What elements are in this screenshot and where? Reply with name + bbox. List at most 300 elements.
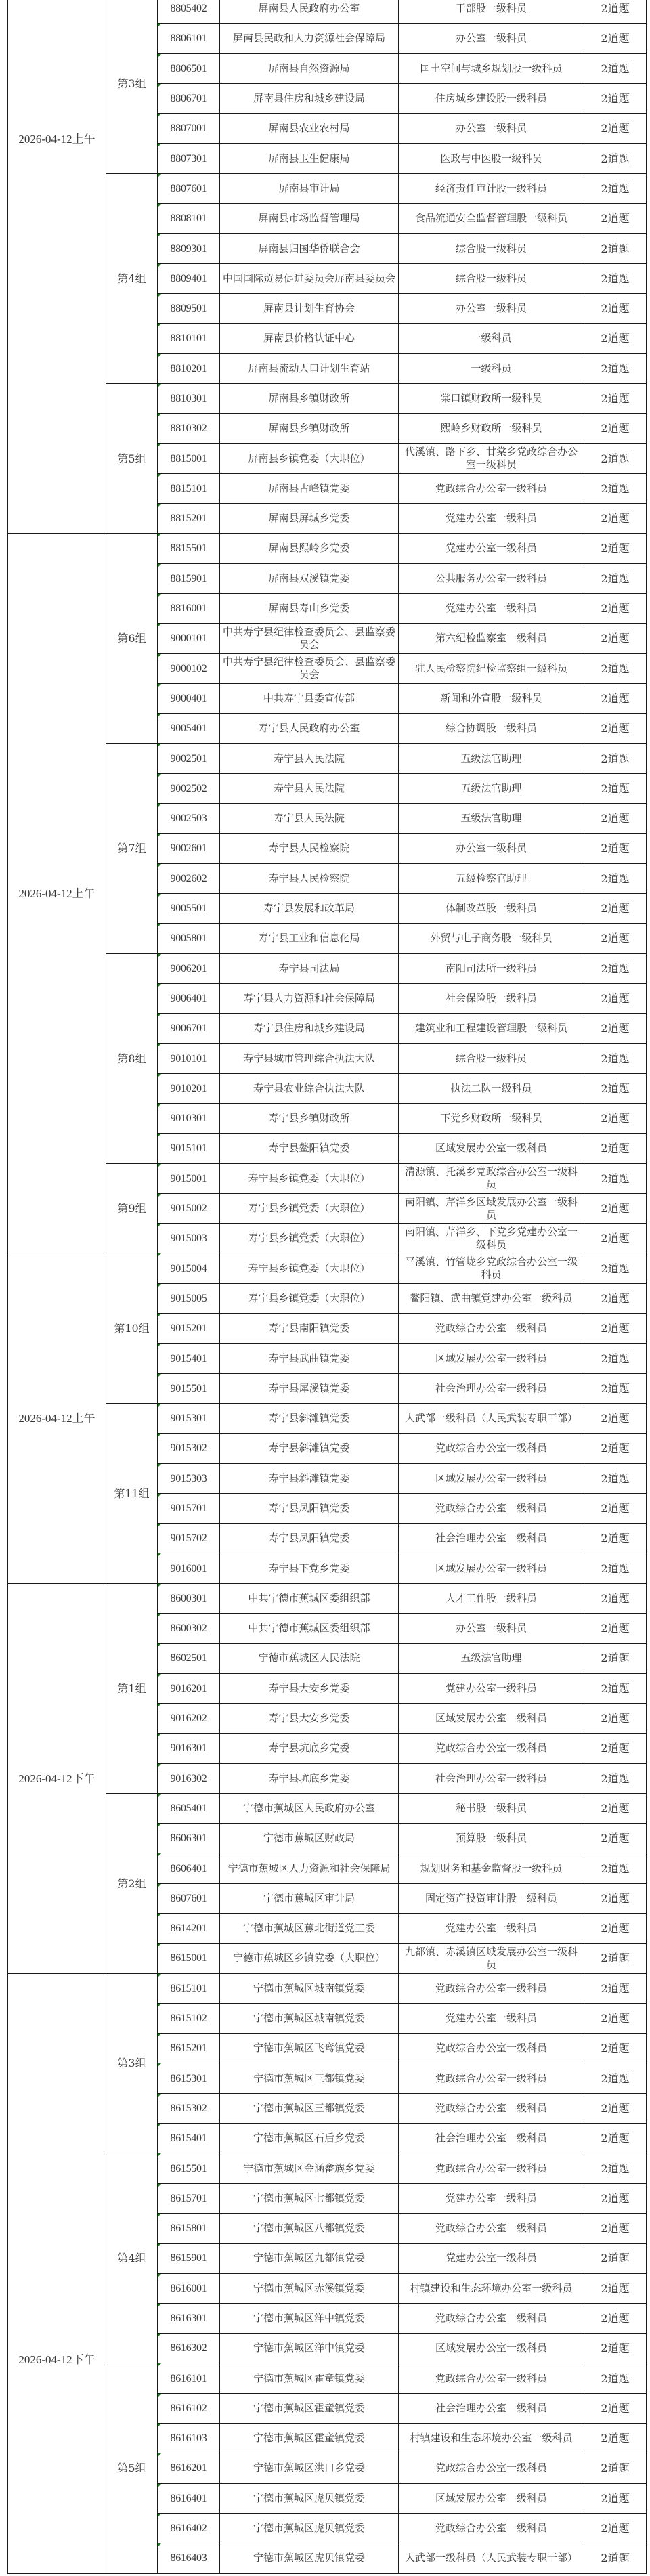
position-code-cell[interactable]: 8606401 (158, 1853, 220, 1883)
position-code-cell[interactable]: 8615801 (158, 2213, 220, 2243)
position-name-cell: 第六纪检监察室一级科员 (399, 624, 584, 653)
position-code-cell[interactable]: 8616102 (158, 2393, 220, 2423)
position-name-cell: 五级法官助理 (399, 744, 584, 773)
question-count-cell: 2道题 (584, 1373, 647, 1403)
recruiting-unit-cell: 宁德市蕉城区三都镇党委 (220, 2093, 399, 2123)
position-code-cell[interactable]: 9002502 (158, 773, 220, 803)
question-count-cell: 2道题 (584, 2244, 647, 2273)
question-count-cell: 2道题 (584, 2543, 647, 2573)
position-code-cell[interactable]: 9002601 (158, 834, 220, 863)
question-count-cell: 2道题 (584, 1583, 647, 1613)
position-name-cell: 规划财务和基金监督股一级科员 (399, 1853, 584, 1883)
recruiting-unit-cell: 寿宁县城市管理综合执法大队 (220, 1044, 399, 1073)
position-code-cell[interactable]: 8615101 (158, 1973, 220, 2003)
position-name-cell: 五级法官助理 (399, 1644, 584, 1673)
position-name-cell: 社会治理办公室一级科员 (399, 1763, 584, 1793)
position-code-cell[interactable]: 8815201 (158, 504, 220, 534)
position-name-cell: 一级科员 (399, 324, 584, 353)
position-name-cell: 住房城乡建设股一级科员 (399, 83, 584, 113)
recruiting-unit-cell: 寿宁县司法局 (220, 953, 399, 983)
recruiting-unit-cell: 寿宁县人力资源和社会保障局 (220, 983, 399, 1013)
question-count-cell: 2道题 (584, 744, 647, 773)
position-code-cell[interactable]: 9010201 (158, 1073, 220, 1103)
question-count-cell: 2道题 (584, 383, 647, 413)
question-count-cell: 2道题 (584, 2483, 647, 2513)
position-code-cell[interactable]: 8616302 (158, 2334, 220, 2363)
question-count-cell: 2道题 (584, 773, 647, 803)
position-code-cell[interactable]: 8808101 (158, 204, 220, 234)
position-name-cell: 食品流通安全监督管理股一级科员 (399, 204, 584, 234)
position-code-cell[interactable]: 8806501 (158, 53, 220, 83)
position-name-cell: 党建办公室一级科员 (399, 504, 584, 534)
position-code-cell[interactable]: 9015001 (158, 1163, 220, 1193)
question-count-cell: 2道题 (584, 2393, 647, 2423)
recruiting-unit-cell: 宁德市蕉城区金涵畲族乡党委 (220, 2153, 399, 2183)
position-name-cell: 村镇建设和生态环境办公室一级科员 (399, 2273, 584, 2303)
position-code-cell[interactable]: 8615701 (158, 2183, 220, 2213)
position-name-cell: 公共服务办公室一级科员 (399, 563, 584, 593)
recruiting-unit-cell: 屏南县归国华侨联合会 (220, 234, 399, 263)
position-code-cell[interactable]: 9015301 (158, 1403, 220, 1433)
question-count-cell: 2道题 (584, 2513, 647, 2543)
position-code-cell[interactable]: 9015101 (158, 1134, 220, 1163)
recruiting-unit-cell: 寿宁县工业和信息化局 (220, 924, 399, 953)
question-count-cell: 2道题 (584, 2303, 647, 2333)
position-code-cell[interactable]: 8615201 (158, 2034, 220, 2063)
position-name-cell: 体制改革股一级科员 (399, 893, 584, 923)
position-code-cell[interactable]: 9015005 (158, 1283, 220, 1313)
position-code-cell[interactable]: 8615501 (158, 2153, 220, 2183)
recruiting-unit-cell: 宁德市蕉城区洋中镇党委 (220, 2303, 399, 2333)
recruiting-unit-cell: 屏南县屏城乡党委 (220, 504, 399, 534)
question-count-cell: 2道题 (584, 1224, 647, 1253)
question-count-cell: 2道题 (584, 263, 647, 293)
question-count-cell: 2道题 (584, 683, 647, 713)
recruiting-unit-cell: 寿宁县乡镇党委（大职位） (220, 1224, 399, 1253)
position-code-cell[interactable]: 9002602 (158, 863, 220, 893)
position-code-cell[interactable]: 8600301 (158, 1583, 220, 1613)
position-code-cell[interactable]: 8805402 (158, 0, 220, 24)
position-name-cell: 区域发展办公室一级科员 (399, 2334, 584, 2363)
question-count-cell: 2道题 (584, 563, 647, 593)
recruiting-unit-cell: 寿宁县农业综合执法大队 (220, 1073, 399, 1103)
position-code-cell[interactable]: 9006201 (158, 953, 220, 983)
position-code-cell[interactable]: 8615301 (158, 2063, 220, 2093)
group-cell: 第6组 (106, 534, 158, 744)
recruiting-unit-cell: 屏南县计划生育协会 (220, 293, 399, 323)
position-code-cell[interactable]: 8607601 (158, 1883, 220, 1913)
recruiting-unit-cell: 屏南县住房和城乡建设局 (220, 83, 399, 113)
position-code-cell[interactable]: 9000102 (158, 653, 220, 683)
question-count-cell: 2道题 (584, 1434, 647, 1463)
recruiting-unit-cell: 寿宁县住房和城乡建设局 (220, 1014, 399, 1044)
question-count-cell: 2道题 (584, 1403, 647, 1433)
position-name-cell: 南阳镇、芹洋乡区域发展办公室一级科员 (399, 1193, 584, 1223)
position-code-cell[interactable]: 9005801 (158, 924, 220, 953)
question-count-cell: 2道题 (584, 83, 647, 113)
position-code-cell[interactable]: 9015302 (158, 1434, 220, 1463)
position-name-cell: 党政综合办公室一级科员 (399, 2513, 584, 2543)
question-count-cell: 2道题 (584, 924, 647, 953)
question-count-cell: 2道题 (584, 1914, 647, 1944)
position-name-cell: 党政综合办公室一级科员 (399, 2034, 584, 2063)
position-name-cell: 平溪镇、竹管垅乡党政综合办公室一级科员 (399, 1253, 584, 1283)
position-name-cell: 综合股一级科员 (399, 1044, 584, 1073)
position-name-cell: 代溪镇、路下乡、甘棠乡党政综合办公室一级科员 (399, 444, 584, 473)
question-count-cell: 2道题 (584, 653, 647, 683)
question-count-cell: 2道题 (584, 1824, 647, 1853)
recruiting-unit-cell: 屏南县乡镇党委（大职位） (220, 444, 399, 473)
position-name-cell: 社会治理办公室一级科员 (399, 1373, 584, 1403)
position-code-cell[interactable]: 8816001 (158, 593, 220, 623)
group-cell: 第10组 (106, 1253, 158, 1403)
question-count-cell: 2道题 (584, 1283, 647, 1313)
position-name-cell: 党建办公室一级科员 (399, 1673, 584, 1703)
position-code-cell[interactable]: 8600302 (158, 1614, 220, 1644)
question-count-cell: 2道题 (584, 353, 647, 383)
recruiting-unit-cell: 寿宁县乡镇党委（大职位） (220, 1253, 399, 1283)
recruiting-unit-cell: 寿宁县人民法院 (220, 744, 399, 773)
position-code-cell[interactable]: 8605401 (158, 1793, 220, 1823)
recruiting-unit-cell: 寿宁县南阳镇党委 (220, 1314, 399, 1344)
position-code-cell[interactable]: 8815001 (158, 444, 220, 473)
position-code-cell[interactable]: 9006701 (158, 1014, 220, 1044)
position-code-cell[interactable]: 8809501 (158, 293, 220, 323)
question-count-cell: 2道题 (584, 2183, 647, 2213)
position-code-cell[interactable]: 8810302 (158, 414, 220, 444)
position-name-cell: 执法二队一级科员 (399, 1073, 584, 1103)
position-name-cell: 党建办公室一级科员 (399, 534, 584, 563)
position-code-cell[interactable]: 9016001 (158, 1553, 220, 1583)
table-row (8, 0, 647, 24)
recruiting-unit-cell: 屏南县流动人口计划生育站 (220, 353, 399, 383)
question-count-cell: 2道题 (584, 1973, 647, 2003)
position-code-cell[interactable]: 8810301 (158, 383, 220, 413)
schedule-table (7, 0, 647, 2574)
recruiting-unit-cell: 屏南县古峰镇党委 (220, 473, 399, 503)
table-row (8, 1583, 647, 1613)
question-count-cell: 2道题 (584, 1044, 647, 1073)
position-code-cell[interactable]: 8616301 (158, 2303, 220, 2333)
recruiting-unit-cell: 寿宁县乡镇党委（大职位） (220, 1193, 399, 1223)
position-code-cell[interactable]: 8602501 (158, 1644, 220, 1673)
position-name-cell: 综合股一级科员 (399, 234, 584, 263)
position-code-cell[interactable]: 9010301 (158, 1103, 220, 1133)
question-count-cell: 2道题 (584, 593, 647, 623)
position-code-cell[interactable]: 8616402 (158, 2513, 220, 2543)
question-count-cell: 2道题 (584, 53, 647, 83)
recruiting-unit-cell: 宁德市蕉城区人民政府办公室 (220, 1793, 399, 1823)
question-count-cell: 2道题 (584, 1253, 647, 1283)
position-name-cell: 人才工作股一级科员 (399, 1583, 584, 1613)
group-cell: 第8组 (106, 953, 158, 1163)
recruiting-unit-cell: 宁德市蕉城区人力资源和社会保障局 (220, 1853, 399, 1883)
question-count-cell: 2道题 (584, 1134, 647, 1163)
position-code-cell[interactable]: 9016201 (158, 1673, 220, 1703)
position-name-cell: 党政综合办公室一级科员 (399, 2213, 584, 2243)
recruiting-unit-cell: 中共寿宁县委宣传部 (220, 683, 399, 713)
position-code-cell[interactable]: 8815101 (158, 473, 220, 503)
position-code-cell[interactable]: 9015501 (158, 1373, 220, 1403)
recruiting-unit-cell: 宁德市蕉城区石后乡党委 (220, 2124, 399, 2153)
recruiting-unit-cell: 寿宁县凤阳镇党委 (220, 1493, 399, 1523)
position-code-cell[interactable]: 8615102 (158, 2003, 220, 2033)
position-code-cell[interactable]: 8810101 (158, 324, 220, 353)
recruiting-unit-cell: 屏南县民政和人力资源社会保障局 (220, 24, 399, 53)
position-code-cell[interactable]: 8616101 (158, 2363, 220, 2393)
position-code-cell[interactable]: 8809301 (158, 234, 220, 263)
group-cell: 第5组 (106, 383, 158, 533)
question-count-cell: 2道题 (584, 473, 647, 503)
recruiting-unit-cell: 寿宁县发展和改革局 (220, 893, 399, 923)
position-name-cell: 经济责任审计股一级科员 (399, 173, 584, 203)
recruiting-unit-cell: 宁德市蕉城区虎贝镇党委 (220, 2483, 399, 2513)
position-code-cell[interactable]: 9015701 (158, 1493, 220, 1523)
position-code-cell[interactable]: 9015002 (158, 1193, 220, 1223)
position-code-cell[interactable]: 9010101 (158, 1044, 220, 1073)
question-count-cell: 2道题 (584, 2453, 647, 2483)
position-code-cell[interactable]: 8615001 (158, 1944, 220, 1973)
group-cell: 第11组 (106, 1403, 158, 1583)
position-code-cell[interactable]: 9015303 (158, 1463, 220, 1493)
position-name-cell: 医政与中医股一级科员 (399, 144, 584, 173)
question-count-cell: 2道题 (584, 1553, 647, 1583)
recruiting-unit-cell: 宁德市蕉城区城南镇党委 (220, 2003, 399, 2033)
question-count-cell: 2道题 (584, 24, 647, 53)
question-count-cell: 2道题 (584, 114, 647, 144)
question-count-cell: 2道题 (584, 1734, 647, 1763)
recruiting-unit-cell: 寿宁县人民检察院 (220, 834, 399, 863)
position-code-cell[interactable]: 8806701 (158, 83, 220, 113)
recruiting-unit-cell: 屏南县寿山乡党委 (220, 593, 399, 623)
position-code-cell[interactable]: 9016301 (158, 1734, 220, 1763)
question-count-cell: 2道题 (584, 2424, 647, 2453)
position-code-cell[interactable]: 8615901 (158, 2244, 220, 2273)
position-name-cell: 党政综合办公室一级科员 (399, 2153, 584, 2183)
recruiting-unit-cell: 屏南县市场监督管理局 (220, 204, 399, 234)
position-name-cell: 南阳镇、芹洋乡、下党乡党建办公室一级科员 (399, 1224, 584, 1253)
schedule-table-body (8, 0, 647, 2573)
recruiting-unit-cell: 寿宁县下党乡党委 (220, 1553, 399, 1583)
position-code-cell[interactable]: 9016202 (158, 1703, 220, 1733)
position-code-cell[interactable]: 8616401 (158, 2483, 220, 2513)
question-count-cell: 2道题 (584, 144, 647, 173)
position-code-cell[interactable]: 8815501 (158, 534, 220, 563)
question-count-cell: 2道题 (584, 1314, 647, 1344)
question-count-cell: 2道题 (584, 2093, 647, 2123)
position-name-cell: 固定资产投资审计股一级科员 (399, 1883, 584, 1913)
question-count-cell: 2道题 (584, 1163, 647, 1193)
position-name-cell: 党政综合办公室一级科员 (399, 1314, 584, 1344)
position-name-cell: 驻人民检察院纪检监察组一级科员 (399, 653, 584, 683)
exam-session-date-cell: 2026-04-12上午 (8, 1253, 106, 1583)
exam-session-date-cell: 2026-04-12下午 (8, 1583, 106, 1973)
position-name-cell: 党建办公室一级科员 (399, 593, 584, 623)
recruiting-unit-cell: 寿宁县乡镇党委（大职位） (220, 1163, 399, 1193)
recruiting-unit-cell: 寿宁县斜滩镇党委 (220, 1463, 399, 1493)
position-code-cell[interactable]: 9006401 (158, 983, 220, 1013)
position-code-cell[interactable]: 8616001 (158, 2273, 220, 2303)
position-code-cell[interactable]: 8616103 (158, 2424, 220, 2453)
position-code-cell[interactable]: 8606301 (158, 1824, 220, 1853)
position-name-cell: 党政综合办公室一级科员 (399, 2093, 584, 2123)
question-count-cell: 2道题 (584, 0, 647, 24)
position-code-cell[interactable]: 8807601 (158, 173, 220, 203)
recruiting-unit-cell: 屏南县自然资源局 (220, 53, 399, 83)
position-name-cell: 五级法官助理 (399, 804, 584, 834)
recruiting-unit-cell: 屏南县乡镇财政所 (220, 383, 399, 413)
position-name-cell: 党政综合办公室一级科员 (399, 2453, 584, 2483)
position-name-cell: 村镇建设和生态环境办公室一级科员 (399, 2424, 584, 2453)
question-count-cell: 2道题 (584, 504, 647, 534)
position-code-cell[interactable]: 9002503 (158, 804, 220, 834)
recruiting-unit-cell: 寿宁县人民检察院 (220, 863, 399, 893)
recruiting-unit-cell: 宁德市蕉城区乡镇党委（大职位） (220, 1944, 399, 1973)
group-cell: 第4组 (106, 2153, 158, 2363)
position-name-cell: 党政综合办公室一级科员 (399, 2363, 584, 2393)
position-code-cell[interactable]: 8615401 (158, 2124, 220, 2153)
position-code-cell[interactable]: 8807301 (158, 144, 220, 173)
recruiting-unit-cell: 屏南县人民政府办公室 (220, 0, 399, 24)
question-count-cell: 2道题 (584, 1944, 647, 1973)
recruiting-unit-cell: 宁德市蕉城区虎贝镇党委 (220, 2543, 399, 2573)
exam-session-date-cell: 2026-04-12下午 (8, 1973, 106, 2573)
recruiting-unit-cell: 宁德市蕉城区洪口乡党委 (220, 2453, 399, 2483)
position-code-cell[interactable]: 9000101 (158, 624, 220, 653)
recruiting-unit-cell: 中共寿宁县纪律检查委员会、县监察委员会 (220, 624, 399, 653)
question-count-cell: 2道题 (584, 1614, 647, 1644)
position-name-cell: 区域发展办公室一级科员 (399, 1463, 584, 1493)
position-name-cell: 党政综合办公室一级科员 (399, 1434, 584, 1463)
question-count-cell: 2道题 (584, 1493, 647, 1523)
position-name-cell: 外贸与电子商务股一级科员 (399, 924, 584, 953)
position-name-cell: 办公室一级科员 (399, 834, 584, 863)
recruiting-unit-cell: 中国国际贸易促进委员会屏南县委员会 (220, 263, 399, 293)
position-code-cell[interactable]: 9000401 (158, 683, 220, 713)
position-code-cell[interactable]: 8810201 (158, 353, 220, 383)
position-code-cell[interactable]: 9016302 (158, 1763, 220, 1793)
position-name-cell: 社会治理办公室一级科员 (399, 2393, 584, 2423)
recruiting-unit-cell: 屏南县价格认证中心 (220, 324, 399, 353)
position-code-cell[interactable]: 9015003 (158, 1224, 220, 1253)
position-code-cell[interactable]: 8614201 (158, 1914, 220, 1944)
position-name-cell: 党政综合办公室一级科员 (399, 473, 584, 503)
question-count-cell: 2道题 (584, 863, 647, 893)
question-count-cell: 2道题 (584, 204, 647, 234)
position-code-cell[interactable]: 9005401 (158, 714, 220, 744)
position-code-cell[interactable]: 8809401 (158, 263, 220, 293)
group-cell: 第1组 (106, 1583, 158, 1793)
question-count-cell: 2道题 (584, 1644, 647, 1673)
position-name-cell: 预算股一级科员 (399, 1824, 584, 1853)
position-name-cell: 区域发展办公室一级科员 (399, 1553, 584, 1583)
question-count-cell: 2道题 (584, 2003, 647, 2033)
question-count-cell: 2道题 (584, 1344, 647, 1373)
position-name-cell: 社会保险股一级科员 (399, 983, 584, 1013)
position-name-cell: 人武部一级科员（人民武装专职干部） (399, 2543, 584, 2573)
question-count-cell: 2道题 (584, 234, 647, 263)
position-code-cell[interactable]: 9015401 (158, 1344, 220, 1373)
position-name-cell: 棠口镇财政所一级科员 (399, 383, 584, 413)
question-count-cell: 2道题 (584, 1103, 647, 1133)
position-code-cell[interactable]: 8806101 (158, 24, 220, 53)
question-count-cell: 2道题 (584, 1014, 647, 1044)
question-count-cell: 2道题 (584, 1793, 647, 1823)
recruiting-unit-cell: 寿宁县斜滩镇党委 (220, 1434, 399, 1463)
position-name-cell: 办公室一级科员 (399, 24, 584, 53)
question-count-cell: 2道题 (584, 324, 647, 353)
position-code-cell[interactable]: 9015004 (158, 1253, 220, 1283)
question-count-cell: 2道题 (584, 2034, 647, 2063)
position-name-cell: 党建办公室一级科员 (399, 2244, 584, 2273)
exam-session-date-cell: 2026-04-12上午 (8, 534, 106, 1253)
position-name-cell: 一级科员 (399, 353, 584, 383)
position-code-cell[interactable]: 8807001 (158, 114, 220, 144)
question-count-cell: 2道题 (584, 173, 647, 203)
position-name-cell: 党政综合办公室一级科员 (399, 1734, 584, 1763)
position-name-cell: 党建办公室一级科员 (399, 2183, 584, 2213)
recruiting-unit-cell: 寿宁县武曲镇党委 (220, 1344, 399, 1373)
position-name-cell: 办公室一级科员 (399, 293, 584, 323)
position-code-cell[interactable]: 8615302 (158, 2093, 220, 2123)
position-name-cell: 社会治理办公室一级科员 (399, 1524, 584, 1553)
question-count-cell: 2道题 (584, 1073, 647, 1103)
position-name-cell: 社会治理办公室一级科员 (399, 2124, 584, 2153)
position-name-cell: 党政综合办公室一级科员 (399, 1493, 584, 1523)
position-name-cell: 南阳司法所一级科员 (399, 953, 584, 983)
recruiting-unit-cell: 宁德市蕉城区七都镇党委 (220, 2183, 399, 2213)
question-count-cell: 2道题 (584, 414, 647, 444)
position-code-cell[interactable]: 8815901 (158, 563, 220, 593)
position-code-cell[interactable]: 9002501 (158, 744, 220, 773)
recruiting-unit-cell: 宁德市蕉城区飞鸾镇党委 (220, 2034, 399, 2063)
position-name-cell: 五级检察官助理 (399, 863, 584, 893)
recruiting-unit-cell: 屏南县双溪镇党委 (220, 563, 399, 593)
question-count-cell: 2道题 (584, 2124, 647, 2153)
recruiting-unit-cell: 寿宁县斜滩镇党委 (220, 1403, 399, 1433)
recruiting-unit-cell: 寿宁县人民法院 (220, 773, 399, 803)
recruiting-unit-cell: 宁德市蕉城区八都镇党委 (220, 2213, 399, 2243)
position-name-cell: 党建办公室一级科员 (399, 1914, 584, 1944)
recruiting-unit-cell: 屏南县审计局 (220, 173, 399, 203)
recruiting-unit-cell: 寿宁县人民法院 (220, 804, 399, 834)
question-count-cell: 2道题 (584, 2334, 647, 2363)
position-name-cell: 区域发展办公室一级科员 (399, 1134, 584, 1163)
question-count-cell: 2道题 (584, 1883, 647, 1913)
question-count-cell: 2道题 (584, 1853, 647, 1883)
position-name-cell: 综合股一级科员 (399, 263, 584, 293)
recruiting-unit-cell: 宁德市蕉城区财政局 (220, 1824, 399, 1853)
position-name-cell: 办公室一级科员 (399, 114, 584, 144)
position-code-cell[interactable]: 9005501 (158, 893, 220, 923)
question-count-cell: 2道题 (584, 983, 647, 1013)
question-count-cell: 2道题 (584, 1763, 647, 1793)
position-name-cell: 综合协调股一级科员 (399, 714, 584, 744)
position-code-cell[interactable]: 8616201 (158, 2453, 220, 2483)
position-code-cell[interactable]: 9015201 (158, 1314, 220, 1344)
table-row (8, 1973, 647, 2003)
table-row (8, 534, 647, 563)
recruiting-unit-cell: 寿宁县鳌阳镇党委 (220, 1134, 399, 1163)
position-name-cell: 区域发展办公室一级科员 (399, 1703, 584, 1733)
question-count-cell: 2道题 (584, 1193, 647, 1223)
position-code-cell[interactable]: 8616403 (158, 2543, 220, 2573)
question-count-cell: 2道题 (584, 2153, 647, 2183)
group-cell: 第5组 (106, 2363, 158, 2573)
recruiting-unit-cell: 寿宁县凤阳镇党委 (220, 1524, 399, 1553)
position-code-cell[interactable]: 9015702 (158, 1524, 220, 1553)
position-name-cell: 党政综合办公室一级科员 (399, 1973, 584, 2003)
